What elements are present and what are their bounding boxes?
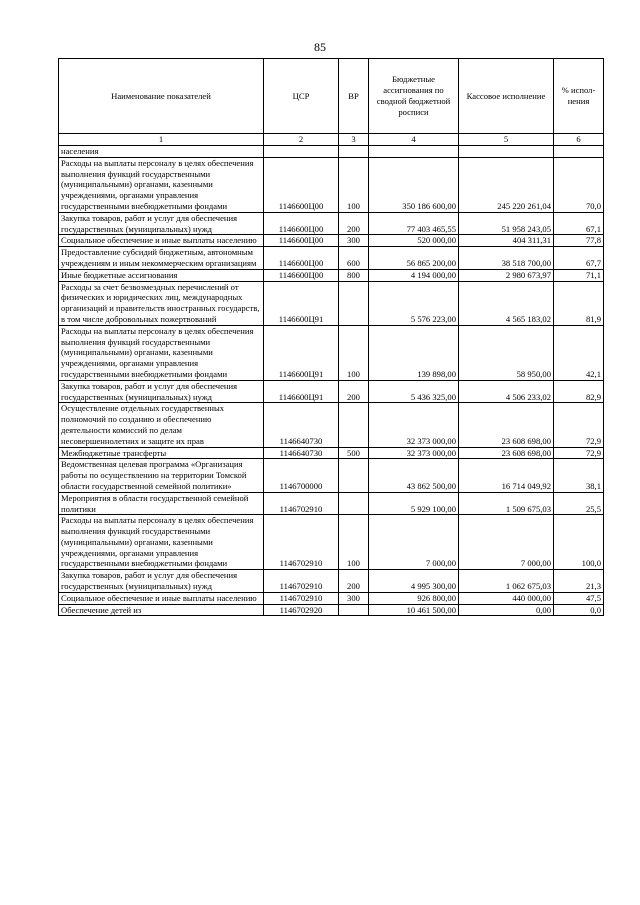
header-execution-percent: % испол-нения [554, 59, 604, 134]
table-row [59, 380, 604, 403]
row-vr-code: 600 [339, 247, 369, 270]
row-csr-code [264, 146, 339, 158]
table-row [59, 403, 604, 447]
row-budget-allocation: 77 403 465,55 [369, 212, 459, 235]
row-indicator-name: Иные бюджетные ассигнования [59, 269, 264, 281]
row-cash-execution: 16 714 049,92 [459, 459, 554, 492]
row-budget-allocation: 32 373 000,00 [369, 447, 459, 459]
row-execution-percent: 38,1 [554, 459, 604, 492]
row-budget-allocation: 5 436 325,00 [369, 380, 459, 403]
row-cash-execution: 23 608 698,00 [459, 403, 554, 447]
row-csr-code: 1146600Ц91 [264, 281, 339, 325]
header-indicator-name: Наименование показателей [59, 59, 264, 134]
row-vr-code: 200 [339, 570, 369, 593]
budget-execution-table [58, 58, 604, 616]
header-vr: ВР [339, 59, 369, 134]
row-execution-percent: 77,8 [554, 235, 604, 247]
header-cash-execution: Кассовое исполнение [459, 59, 554, 134]
row-indicator-name: Расходы на выплаты персоналу в целях обеспечения выполнения функций государственными (муниципальными) органами, казенными учреждениями, органами управления государственными внебюджетными фондами [59, 325, 264, 380]
row-budget-allocation: 4 194 000,00 [369, 269, 459, 281]
header-csr: ЦСР [264, 59, 339, 134]
table-row [59, 281, 604, 325]
row-csr-code: 1146700000 [264, 459, 339, 492]
row-vr-code: 100 [339, 515, 369, 570]
row-indicator-name: Расходы на выплаты персоналу в целях обеспечения выполнения функций государственными (муниципальными) органами, казенными учреждениями, органами управления государственными внебюджетными фондами [59, 515, 264, 570]
page-number: 85 [314, 40, 326, 54]
row-indicator-name: Расходы на выплаты персоналу в целях обеспечения выполнения функций государственными (муниципальными) органами, казенными учреждениями, органами управления государственными внебюджетными фондами [59, 157, 264, 212]
row-budget-allocation [369, 146, 459, 158]
row-vr-code: 100 [339, 157, 369, 212]
row-cash-execution: 38 518 700,00 [459, 247, 554, 270]
table-row [59, 447, 604, 459]
row-csr-code: 1146640730 [264, 447, 339, 459]
row-indicator-name: Предоставление субсидий бюджетным, автономным учреждениям и иным некоммерческим организациям [59, 247, 264, 270]
row-indicator-name: Обеспечение детей из [59, 604, 264, 616]
row-cash-execution: 0,00 [459, 604, 554, 616]
table-row [59, 570, 604, 593]
row-cash-execution: 440 000,00 [459, 592, 554, 604]
row-cash-execution: 7 000,00 [459, 515, 554, 570]
row-execution-percent: 47,5 [554, 592, 604, 604]
table-row [59, 592, 604, 604]
row-cash-execution: 2 980 673,97 [459, 269, 554, 281]
column-number: 4 [369, 134, 459, 146]
row-vr-code [339, 604, 369, 616]
row-vr-code [339, 492, 369, 515]
column-numbers-row [59, 134, 604, 146]
row-csr-code: 1146702910 [264, 492, 339, 515]
row-indicator-name: Межбюджетные трансферты [59, 447, 264, 459]
row-indicator-name: Социальное обеспечение и иные выплаты населению [59, 235, 264, 247]
row-budget-allocation: 7 000,00 [369, 515, 459, 570]
row-budget-allocation: 32 373 000,00 [369, 403, 459, 447]
row-csr-code: 1146600Ц91 [264, 325, 339, 380]
table-row [59, 325, 604, 380]
row-indicator-name: Закупка товаров, работ и услуг для обеспечения государственных (муниципальных) нужд [59, 380, 264, 403]
row-csr-code: 1146600Ц00 [264, 269, 339, 281]
row-execution-percent: 25,5 [554, 492, 604, 515]
row-cash-execution: 23 608 698,00 [459, 447, 554, 459]
row-cash-execution: 1 509 675,03 [459, 492, 554, 515]
row-budget-allocation: 43 862 500,00 [369, 459, 459, 492]
row-budget-allocation: 5 576 223,00 [369, 281, 459, 325]
row-budget-allocation: 4 995 300,00 [369, 570, 459, 593]
row-indicator-name: Закупка товаров, работ и услуг для обеспечения государственных (муниципальных) нужд [59, 570, 264, 593]
table-row [59, 492, 604, 515]
row-budget-allocation: 139 898,00 [369, 325, 459, 380]
row-execution-percent: 82,9 [554, 380, 604, 403]
row-csr-code: 1146600Ц00 [264, 247, 339, 270]
row-cash-execution [459, 146, 554, 158]
row-execution-percent: 72,9 [554, 447, 604, 459]
row-cash-execution: 245 220 261,04 [459, 157, 554, 212]
row-vr-code: 100 [339, 325, 369, 380]
row-vr-code: 200 [339, 212, 369, 235]
row-indicator-name: Осуществление отдельных государственных полномочий по созданию и обеспечению деятельности комиссий по делам несовершеннолетних и защите их прав [59, 403, 264, 447]
row-vr-code: 300 [339, 235, 369, 247]
row-budget-allocation: 350 186 600,00 [369, 157, 459, 212]
table-row [59, 157, 604, 212]
row-execution-percent: 72,9 [554, 403, 604, 447]
row-indicator-name: Мероприятия в области государственной семейной политики [59, 492, 264, 515]
row-cash-execution: 58 950,00 [459, 325, 554, 380]
row-budget-allocation: 10 461 500,00 [369, 604, 459, 616]
row-vr-code [339, 403, 369, 447]
row-cash-execution: 51 958 243,05 [459, 212, 554, 235]
row-budget-allocation: 56 865 200,00 [369, 247, 459, 270]
row-csr-code: 1146702910 [264, 515, 339, 570]
column-number: 6 [554, 134, 604, 146]
column-number: 5 [459, 134, 554, 146]
column-number: 2 [264, 134, 339, 146]
row-indicator-name: Расходы за счет безвозмездных перечислений от физических и юридических лиц, международных организаций и правительств иностранных государств, в том числе добровольных пожертвований [59, 281, 264, 325]
row-indicator-name: Социальное обеспечение и иные выплаты населению [59, 592, 264, 604]
table-row [59, 515, 604, 570]
row-budget-allocation: 520 000,00 [369, 235, 459, 247]
column-number: 3 [339, 134, 369, 146]
row-vr-code: 300 [339, 592, 369, 604]
row-csr-code: 1146702910 [264, 570, 339, 593]
row-vr-code: 800 [339, 269, 369, 281]
table-header-row [59, 59, 604, 134]
table-row [59, 146, 604, 158]
row-cash-execution: 4 565 183,02 [459, 281, 554, 325]
row-csr-code: 1146600Ц00 [264, 212, 339, 235]
row-indicator-name: населения [59, 146, 264, 158]
row-budget-allocation: 926 800,00 [369, 592, 459, 604]
header-budget-allocations: Бюджетные ассигнования по сводной бюджетной росписи [369, 59, 459, 134]
row-vr-code [339, 281, 369, 325]
row-cash-execution: 4 506 233,02 [459, 380, 554, 403]
row-execution-percent: 81,9 [554, 281, 604, 325]
row-csr-code: 1146600Ц00 [264, 157, 339, 212]
table-row [59, 269, 604, 281]
row-execution-percent: 42,1 [554, 325, 604, 380]
row-execution-percent: 71,1 [554, 269, 604, 281]
table-body [59, 134, 604, 616]
table-row [59, 212, 604, 235]
row-execution-percent: 21,3 [554, 570, 604, 593]
table-row [59, 247, 604, 270]
row-vr-code: 200 [339, 380, 369, 403]
row-vr-code [339, 459, 369, 492]
row-execution-percent [554, 146, 604, 158]
row-execution-percent: 67,7 [554, 247, 604, 270]
table-row [59, 604, 604, 616]
row-csr-code: 1146702910 [264, 592, 339, 604]
row-execution-percent: 100,0 [554, 515, 604, 570]
column-number: 1 [59, 134, 264, 146]
row-vr-code [339, 146, 369, 158]
row-execution-percent: 70,0 [554, 157, 604, 212]
row-csr-code: 1146640730 [264, 403, 339, 447]
row-execution-percent: 67,1 [554, 212, 604, 235]
row-execution-percent: 0,0 [554, 604, 604, 616]
row-budget-allocation: 5 929 100,00 [369, 492, 459, 515]
row-csr-code: 1146600Ц91 [264, 380, 339, 403]
table-row [59, 235, 604, 247]
row-vr-code: 500 [339, 447, 369, 459]
row-csr-code: 1146600Ц00 [264, 235, 339, 247]
table-row [59, 459, 604, 492]
row-indicator-name: Ведомственная целевая программа «Организация работы по осуществлению на территории Томской области государственной семейной политики» [59, 459, 264, 492]
row-csr-code: 1146702920 [264, 604, 339, 616]
row-cash-execution: 404 311,31 [459, 235, 554, 247]
row-cash-execution: 1 062 675,03 [459, 570, 554, 593]
row-indicator-name: Закупка товаров, работ и услуг для обеспечения государственных (муниципальных) нужд [59, 212, 264, 235]
